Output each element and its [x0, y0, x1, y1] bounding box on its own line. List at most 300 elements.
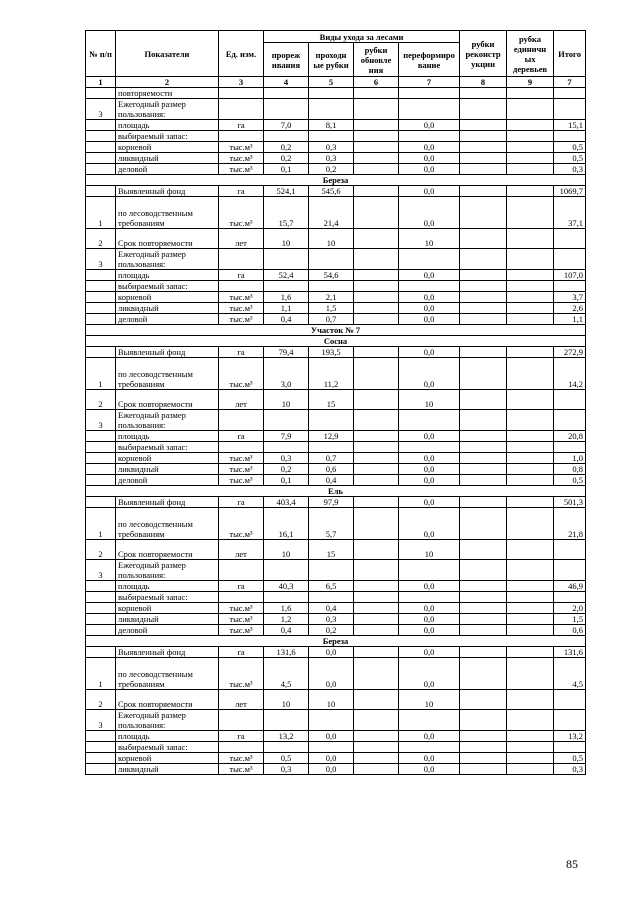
row-label: выбираемый запас:: [116, 742, 219, 753]
value-renewal-cutting: [354, 581, 399, 592]
value-reconstruction: [460, 431, 507, 442]
value-reconstruction: [460, 229, 507, 249]
row-number: 1: [86, 658, 116, 690]
table-row: [86, 560, 586, 581]
value-renewal-cutting: [354, 614, 399, 625]
section-title: Береза: [86, 636, 586, 647]
row-number: [86, 164, 116, 175]
value-total: 272,9: [554, 347, 586, 358]
value-total: 107,0: [554, 270, 586, 281]
section-title: Ель: [86, 486, 586, 497]
row-label: Ежегодный размер пользования:: [116, 249, 219, 270]
column-number: 1: [86, 77, 116, 88]
header-reformation: переформиро вание: [399, 43, 460, 77]
value-total: 15,1: [554, 120, 586, 131]
column-number: 9: [507, 77, 554, 88]
value-reformation: 0,0: [399, 358, 460, 390]
row-unit: га: [219, 431, 264, 442]
value-thinning: 0,1: [264, 475, 309, 486]
value-passage-cutting: 0,2: [309, 164, 354, 175]
value-reconstruction: [460, 314, 507, 325]
value-thinning: 10: [264, 540, 309, 560]
row-label: корневой: [116, 753, 219, 764]
value-reconstruction: [460, 753, 507, 764]
row-unit: га: [219, 270, 264, 281]
value-passage-cutting: 15: [309, 540, 354, 560]
value-reconstruction: [460, 120, 507, 131]
table-row: [86, 347, 586, 358]
value-passage-cutting: 0,4: [309, 603, 354, 614]
value-reconstruction: [460, 88, 507, 99]
row-label: площадь: [116, 120, 219, 131]
value-renewal-cutting: [354, 153, 399, 164]
value-thinning: 0,2: [264, 464, 309, 475]
row-unit: тыс.м³: [219, 164, 264, 175]
value-single-tree: [507, 753, 554, 764]
column-number: 2: [116, 77, 219, 88]
forest-care-table: [85, 30, 586, 775]
value-total: [554, 390, 586, 410]
value-single-tree: [507, 658, 554, 690]
value-single-tree: [507, 710, 554, 731]
table-row: [86, 453, 586, 464]
row-unit: тыс.м³: [219, 197, 264, 229]
value-renewal-cutting: [354, 560, 399, 581]
row-number: [86, 292, 116, 303]
row-number: [86, 120, 116, 131]
row-number: [86, 742, 116, 753]
value-passage-cutting: 0,0: [309, 753, 354, 764]
row-label: Срок повторяемости: [116, 390, 219, 410]
value-reconstruction: [460, 603, 507, 614]
row-number: [86, 614, 116, 625]
row-label: корневой: [116, 292, 219, 303]
value-renewal-cutting: [354, 281, 399, 292]
header-thinning: прореж ивания: [264, 43, 309, 77]
value-reconstruction: [460, 508, 507, 540]
value-reformation: 0,0: [399, 314, 460, 325]
row-unit: [219, 410, 264, 431]
table-row: [86, 120, 586, 131]
column-number: 7: [399, 77, 460, 88]
value-passage-cutting: 0,7: [309, 314, 354, 325]
table-row: [86, 540, 586, 560]
value-single-tree: [507, 186, 554, 197]
row-label: корневой: [116, 142, 219, 153]
value-reconstruction: [460, 731, 507, 742]
value-passage-cutting: 10: [309, 229, 354, 249]
table-row: [86, 592, 586, 603]
value-thinning: 0,1: [264, 164, 309, 175]
row-label: Срок повторяемости: [116, 690, 219, 710]
value-reconstruction: [460, 647, 507, 658]
value-reformation: [399, 410, 460, 431]
row-label: площадь: [116, 731, 219, 742]
value-thinning: 13,2: [264, 731, 309, 742]
row-number: 1: [86, 197, 116, 229]
value-single-tree: [507, 690, 554, 710]
value-total: [554, 592, 586, 603]
value-reformation: 10: [399, 690, 460, 710]
table-row: [86, 197, 586, 229]
value-reformation: 0,0: [399, 186, 460, 197]
value-total: [554, 88, 586, 99]
table-row: [86, 303, 586, 314]
value-reformation: [399, 592, 460, 603]
value-renewal-cutting: [354, 475, 399, 486]
value-single-tree: [507, 164, 554, 175]
value-passage-cutting: 6,5: [309, 581, 354, 592]
table-row: [86, 742, 586, 753]
value-reconstruction: [460, 742, 507, 753]
value-renewal-cutting: [354, 186, 399, 197]
value-renewal-cutting: [354, 131, 399, 142]
value-passage-cutting: [309, 442, 354, 453]
value-renewal-cutting: [354, 742, 399, 753]
row-unit: га: [219, 186, 264, 197]
value-total: 4,5: [554, 658, 586, 690]
value-passage-cutting: [309, 742, 354, 753]
value-single-tree: [507, 229, 554, 249]
value-passage-cutting: 2,1: [309, 292, 354, 303]
table-row: [86, 764, 586, 775]
value-single-tree: [507, 731, 554, 742]
table-row: [86, 153, 586, 164]
value-thinning: 3,0: [264, 358, 309, 390]
table-row: [86, 753, 586, 764]
value-reformation: 0,0: [399, 431, 460, 442]
value-thinning: [264, 131, 309, 142]
value-single-tree: [507, 314, 554, 325]
row-label: деловой: [116, 625, 219, 636]
row-unit: тыс.м³: [219, 314, 264, 325]
value-single-tree: [507, 508, 554, 540]
value-passage-cutting: 21,4: [309, 197, 354, 229]
value-thinning: 52,4: [264, 270, 309, 281]
value-renewal-cutting: [354, 508, 399, 540]
value-thinning: 16,1: [264, 508, 309, 540]
table-row: [86, 88, 586, 99]
value-total: 0,6: [554, 625, 586, 636]
header-unit: Ед. изм.: [219, 31, 264, 77]
value-renewal-cutting: [354, 625, 399, 636]
value-reconstruction: [460, 153, 507, 164]
row-number: [86, 442, 116, 453]
value-reformation: 0,0: [399, 453, 460, 464]
value-passage-cutting: [309, 131, 354, 142]
row-number: [86, 475, 116, 486]
value-passage-cutting: 0,0: [309, 731, 354, 742]
value-renewal-cutting: [354, 764, 399, 775]
value-thinning: 10: [264, 229, 309, 249]
table-row: [86, 99, 586, 120]
value-single-tree: [507, 410, 554, 431]
row-unit: тыс.м³: [219, 453, 264, 464]
row-label: ликвидный: [116, 303, 219, 314]
value-reformation: [399, 710, 460, 731]
value-thinning: [264, 249, 309, 270]
value-thinning: 1,6: [264, 603, 309, 614]
value-total: 501,3: [554, 497, 586, 508]
row-unit: [219, 442, 264, 453]
section-title: Участок № 7: [86, 325, 586, 336]
value-single-tree: [507, 614, 554, 625]
value-total: 0,5: [554, 142, 586, 153]
value-reformation: 10: [399, 540, 460, 560]
row-label: Выявленный фонд: [116, 347, 219, 358]
row-unit: тыс.м³: [219, 464, 264, 475]
value-renewal-cutting: [354, 270, 399, 281]
value-single-tree: [507, 497, 554, 508]
row-number: [86, 603, 116, 614]
value-reconstruction: [460, 540, 507, 560]
value-reconstruction: [460, 249, 507, 270]
value-renewal-cutting: [354, 690, 399, 710]
row-number: [86, 764, 116, 775]
row-label: Ежегодный размер пользования:: [116, 710, 219, 731]
value-reformation: 0,0: [399, 731, 460, 742]
row-label: Срок повторяемости: [116, 229, 219, 249]
value-single-tree: [507, 592, 554, 603]
table-row: [86, 292, 586, 303]
value-thinning: [264, 99, 309, 120]
row-number: 1: [86, 508, 116, 540]
row-unit: тыс.м³: [219, 303, 264, 314]
value-total: [554, 229, 586, 249]
value-passage-cutting: 0,0: [309, 647, 354, 658]
value-single-tree: [507, 292, 554, 303]
column-number: 4: [264, 77, 309, 88]
row-label: выбираемый запас:: [116, 592, 219, 603]
value-passage-cutting: [309, 710, 354, 731]
row-number: [86, 347, 116, 358]
value-total: 3,7: [554, 292, 586, 303]
value-total: [554, 540, 586, 560]
row-number: [86, 647, 116, 658]
row-label: ликвидный: [116, 614, 219, 625]
table-row: [86, 314, 586, 325]
value-thinning: 4,5: [264, 658, 309, 690]
table-row: [86, 249, 586, 270]
value-renewal-cutting: [354, 314, 399, 325]
table-row: [86, 358, 586, 390]
value-passage-cutting: [309, 560, 354, 581]
table-row: [86, 281, 586, 292]
value-reformation: 0,0: [399, 647, 460, 658]
value-reformation: 0,0: [399, 120, 460, 131]
value-reformation: 0,0: [399, 347, 460, 358]
value-passage-cutting: 0,3: [309, 614, 354, 625]
value-passage-cutting: [309, 88, 354, 99]
header-renewal-cutting: рубки обновле ния: [354, 43, 399, 77]
value-thinning: 0,3: [264, 764, 309, 775]
value-reconstruction: [460, 560, 507, 581]
value-reformation: 0,0: [399, 142, 460, 153]
value-reconstruction: [460, 270, 507, 281]
row-label: деловой: [116, 475, 219, 486]
value-thinning: 403,4: [264, 497, 309, 508]
value-renewal-cutting: [354, 120, 399, 131]
value-thinning: [264, 410, 309, 431]
row-number: 2: [86, 540, 116, 560]
row-label: выбираемый запас:: [116, 131, 219, 142]
section-row: [86, 175, 586, 186]
value-passage-cutting: 0,0: [309, 658, 354, 690]
value-renewal-cutting: [354, 497, 399, 508]
value-renewal-cutting: [354, 540, 399, 560]
row-label: ликвидный: [116, 464, 219, 475]
value-single-tree: [507, 303, 554, 314]
value-reconstruction: [460, 142, 507, 153]
value-thinning: 1,1: [264, 303, 309, 314]
row-label: площадь: [116, 431, 219, 442]
value-single-tree: [507, 347, 554, 358]
value-reconstruction: [460, 453, 507, 464]
value-thinning: 0,4: [264, 314, 309, 325]
value-total: 0,5: [554, 753, 586, 764]
value-total: 21,8: [554, 508, 586, 540]
value-total: 20,8: [554, 431, 586, 442]
table-row: [86, 614, 586, 625]
value-thinning: 15,7: [264, 197, 309, 229]
row-unit: тыс.м³: [219, 475, 264, 486]
value-reconstruction: [460, 442, 507, 453]
row-unit: га: [219, 731, 264, 742]
value-reconstruction: [460, 592, 507, 603]
value-total: 1,1: [554, 314, 586, 325]
value-reformation: 0,0: [399, 658, 460, 690]
row-label: Выявленный фонд: [116, 186, 219, 197]
value-reformation: 0,0: [399, 764, 460, 775]
value-total: 1,5: [554, 614, 586, 625]
section-title: Сосна: [86, 336, 586, 347]
header-reconstruction: рубки реконстр укции: [460, 31, 507, 77]
value-single-tree: [507, 742, 554, 753]
value-single-tree: [507, 142, 554, 153]
section-row: [86, 325, 586, 336]
value-reformation: 0,0: [399, 197, 460, 229]
value-reformation: [399, 88, 460, 99]
row-unit: га: [219, 347, 264, 358]
header-care-types: Виды ухода за лесами: [264, 31, 460, 43]
value-renewal-cutting: [354, 592, 399, 603]
value-single-tree: [507, 453, 554, 464]
value-passage-cutting: [309, 592, 354, 603]
row-label: по лесоводственным требованиям: [116, 197, 219, 229]
row-number: [86, 314, 116, 325]
value-total: [554, 131, 586, 142]
value-thinning: 0,3: [264, 453, 309, 464]
value-thinning: 10: [264, 390, 309, 410]
value-thinning: 131,6: [264, 647, 309, 658]
value-passage-cutting: 0,6: [309, 464, 354, 475]
value-reformation: 0,0: [399, 464, 460, 475]
row-unit: лет: [219, 390, 264, 410]
value-reconstruction: [460, 292, 507, 303]
row-number: [86, 431, 116, 442]
table-row: [86, 270, 586, 281]
column-number: 8: [460, 77, 507, 88]
value-reconstruction: [460, 164, 507, 175]
value-reformation: 10: [399, 390, 460, 410]
value-renewal-cutting: [354, 358, 399, 390]
table-row: [86, 229, 586, 249]
value-reformation: 0,0: [399, 303, 460, 314]
value-thinning: 524,1: [264, 186, 309, 197]
header-passage-cutting: проходн ые рубки: [309, 43, 354, 77]
row-label: выбираемый запас:: [116, 442, 219, 453]
row-unit: тыс.м³: [219, 658, 264, 690]
row-number: [86, 153, 116, 164]
value-reconstruction: [460, 281, 507, 292]
row-unit: га: [219, 120, 264, 131]
row-number: 2: [86, 229, 116, 249]
row-label: Ежегодный размер пользования:: [116, 410, 219, 431]
row-number: 3: [86, 99, 116, 120]
table-row: [86, 442, 586, 453]
value-thinning: [264, 560, 309, 581]
row-number: [86, 186, 116, 197]
value-reformation: 0,0: [399, 625, 460, 636]
value-single-tree: [507, 540, 554, 560]
value-total: 0,3: [554, 164, 586, 175]
row-unit: лет: [219, 540, 264, 560]
value-single-tree: [507, 625, 554, 636]
value-passage-cutting: 8,1: [309, 120, 354, 131]
value-thinning: 0,2: [264, 142, 309, 153]
value-thinning: 10: [264, 690, 309, 710]
row-number: [86, 592, 116, 603]
row-unit: тыс.м³: [219, 625, 264, 636]
value-thinning: [264, 710, 309, 731]
row-unit: [219, 710, 264, 731]
header-num: № п/п: [86, 31, 116, 77]
table-row: [86, 164, 586, 175]
row-unit: га: [219, 581, 264, 592]
row-unit: [219, 99, 264, 120]
value-single-tree: [507, 647, 554, 658]
table-row: [86, 690, 586, 710]
page-number: 85: [566, 857, 578, 871]
value-total: 2,0: [554, 603, 586, 614]
row-unit: тыс.м³: [219, 142, 264, 153]
value-reformation: 0,0: [399, 153, 460, 164]
row-label: повторяемости: [116, 88, 219, 99]
table-row: [86, 581, 586, 592]
value-single-tree: [507, 88, 554, 99]
table-row: [86, 186, 586, 197]
value-renewal-cutting: [354, 658, 399, 690]
value-reconstruction: [460, 710, 507, 731]
row-label: Выявленный фонд: [116, 647, 219, 658]
value-single-tree: [507, 442, 554, 453]
value-passage-cutting: [309, 99, 354, 120]
table-row: [86, 410, 586, 431]
value-single-tree: [507, 475, 554, 486]
row-number: [86, 131, 116, 142]
row-label: корневой: [116, 603, 219, 614]
value-total: [554, 710, 586, 731]
value-total: 1069,7: [554, 186, 586, 197]
row-label: деловой: [116, 314, 219, 325]
row-number: [86, 88, 116, 99]
value-total: [554, 742, 586, 753]
value-reconstruction: [460, 99, 507, 120]
column-number: 7: [554, 77, 586, 88]
value-passage-cutting: [309, 410, 354, 431]
value-renewal-cutting: [354, 647, 399, 658]
row-unit: тыс.м³: [219, 153, 264, 164]
